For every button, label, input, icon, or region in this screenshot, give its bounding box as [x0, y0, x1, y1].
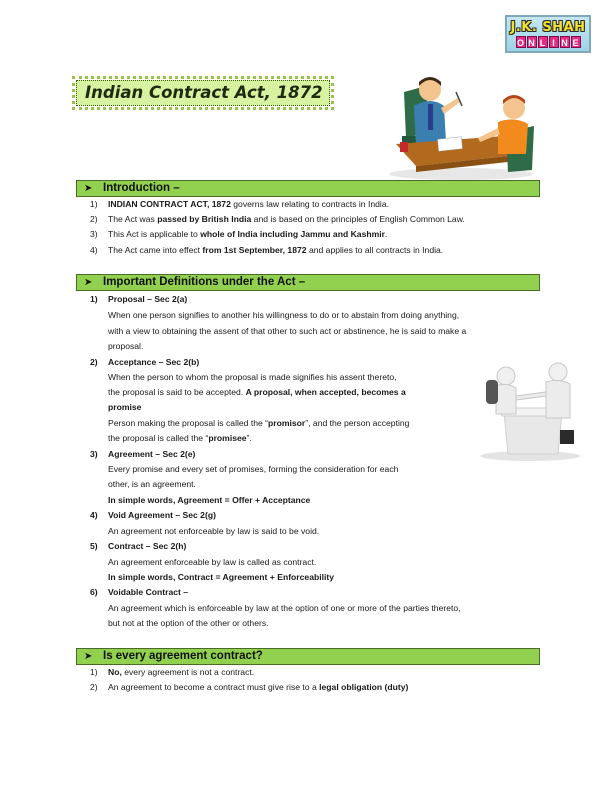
- definition-text: [108, 433, 252, 444]
- definition-title: [108, 541, 186, 552]
- list-number: 2): [90, 357, 98, 367]
- definition-title: [108, 510, 216, 521]
- text-run: other, is an agreement.: [108, 479, 196, 489]
- list-number: 6): [90, 587, 98, 597]
- list-item: [108, 667, 254, 678]
- list-number: 3): [90, 449, 98, 459]
- section-heading-introduction: [76, 180, 540, 197]
- definition-text: [108, 326, 466, 337]
- definition-text: [108, 618, 269, 629]
- definition-title: [108, 449, 195, 460]
- logo-top-text: J.K. SHAH: [510, 20, 586, 35]
- text-run: ”, and the person accepting: [305, 418, 410, 428]
- handshake-figures-clipart: [476, 358, 584, 462]
- definition-title: [108, 294, 187, 305]
- text-run: When the person to whom the proposal is made signifies his assent thereto,: [108, 372, 397, 382]
- definition-text: [108, 603, 461, 614]
- text-run: .: [385, 229, 388, 239]
- text-run: The Act was: [108, 214, 158, 224]
- bold-text: promisor: [268, 418, 306, 428]
- section-heading-text: Is every agreement contract?: [103, 650, 263, 662]
- logo-letter: O: [516, 38, 524, 48]
- definition-text: [108, 372, 397, 383]
- list-item: [108, 199, 389, 210]
- logo-letter: N: [561, 38, 568, 48]
- bullet-arrow-icon: ➤: [84, 651, 93, 662]
- bold-text: Acceptance – Sec 2(b): [108, 357, 200, 367]
- text-run: Person making the proposal is called the “: [108, 418, 269, 428]
- list-number: 2): [90, 682, 98, 692]
- bold-text: A proposal, when accepted, becomes a: [245, 387, 406, 397]
- definition-title: [108, 357, 199, 368]
- text-run: This Act is applicable to: [108, 229, 201, 239]
- definition-text: [108, 341, 143, 352]
- bullet-arrow-icon: ➤: [84, 277, 93, 288]
- text-run: and is based on the principles of English Common Law.: [251, 214, 465, 224]
- bold-text: Void Agreement – Sec 2(g): [108, 510, 216, 520]
- text-run: every agreement is not a contract.: [121, 667, 255, 677]
- bold-text: promise: [108, 402, 142, 412]
- text-run: An agreement to become a contract must give rise to a: [108, 682, 320, 692]
- bold-text: INDIAN CONTRACT ACT, 1872: [108, 199, 231, 209]
- text-run: and applies to all contracts in India.: [306, 245, 444, 255]
- bold-text: legal obligation (duty): [319, 682, 409, 692]
- text-run: Every promise and every set of promises, forming the consideration for each: [108, 464, 399, 474]
- brand-logo: [505, 15, 591, 53]
- definition-text: [108, 526, 319, 537]
- text-run: The Act came into effect: [108, 245, 203, 255]
- section-heading-text: Introduction –: [103, 182, 180, 194]
- text-run: When one person signifies to another his willingness to do or to abstain from doing anything,: [108, 310, 460, 320]
- list-number: 2): [90, 214, 98, 224]
- bold-text: promisee: [208, 433, 247, 443]
- definition-title: [108, 587, 188, 598]
- bold-text: Voidable Contract –: [108, 587, 189, 597]
- list-number: 4): [90, 245, 98, 255]
- bold-text: passed by British India: [157, 214, 252, 224]
- definition-text: [108, 464, 398, 475]
- text-run: governs law relating to contracts in India.: [230, 199, 389, 209]
- bold-text: Contract – Sec 2(h): [108, 541, 187, 551]
- definition-text: [108, 402, 141, 413]
- text-run: proposal.: [108, 341, 144, 351]
- bold-text: Agreement – Sec 2(e): [108, 449, 196, 459]
- meeting-clipart: [386, 62, 536, 180]
- text-run: ”.: [246, 433, 252, 443]
- section-heading-definitions: [76, 274, 540, 291]
- section-heading-text: Important Definitions under the Act –: [103, 276, 306, 288]
- list-number: 4): [90, 510, 98, 520]
- text-run: An agreement not enforceable by law is said to be void.: [108, 526, 320, 536]
- definition-text: [108, 310, 459, 321]
- definition-text: [108, 572, 334, 583]
- bold-text: from 1st September, 1872: [202, 245, 307, 255]
- section-heading-contract-question: [76, 648, 540, 665]
- text-run: the proposal is called the “: [108, 433, 209, 443]
- text-run: An agreement which is enforceable by law at the option of one or more of the parties thereto,: [108, 603, 461, 613]
- logo-letter: E: [572, 38, 579, 48]
- definition-text: [108, 479, 196, 490]
- logo-letter: N: [528, 38, 535, 48]
- list-number: 5): [90, 541, 98, 551]
- list-item: [108, 229, 387, 240]
- definition-text: [108, 418, 409, 429]
- definition-text: [108, 387, 406, 398]
- list-item: [108, 682, 408, 693]
- definition-text: [108, 557, 316, 568]
- text-run: but not at the option of the other or others.: [108, 618, 269, 628]
- logo-letter: L: [538, 36, 548, 48]
- bold-text: Proposal – Sec 2(a): [108, 294, 188, 304]
- list-number: 3): [90, 229, 98, 239]
- definition-text: [108, 495, 310, 506]
- bold-text: In simple words, Contract = Agreement + Enforceability: [108, 572, 335, 582]
- text-run: the proposal is said to be accepted.: [108, 387, 246, 397]
- bold-text: No,: [108, 667, 122, 677]
- list-number: 1): [90, 199, 98, 209]
- bullet-arrow-icon: ➤: [84, 183, 93, 194]
- text-run: with a view to obtaining the assent of that other to such act or abstinence, he is said to make a: [108, 326, 467, 336]
- page-title: Indian Contract Act, 1872: [76, 80, 330, 106]
- list-item: [108, 214, 465, 225]
- text-run: An agreement enforceable by law is called as contract.: [108, 557, 317, 567]
- list-number: 1): [90, 294, 98, 304]
- list-item: [108, 245, 443, 256]
- bold-text: whole of India including Jammu and Kashmir: [200, 229, 385, 239]
- logo-letter: I: [549, 36, 559, 48]
- logo-online-letters: [516, 36, 581, 48]
- list-number: 1): [90, 667, 98, 677]
- bold-text: In simple words, Agreement = Offer + Acceptance: [108, 495, 311, 505]
